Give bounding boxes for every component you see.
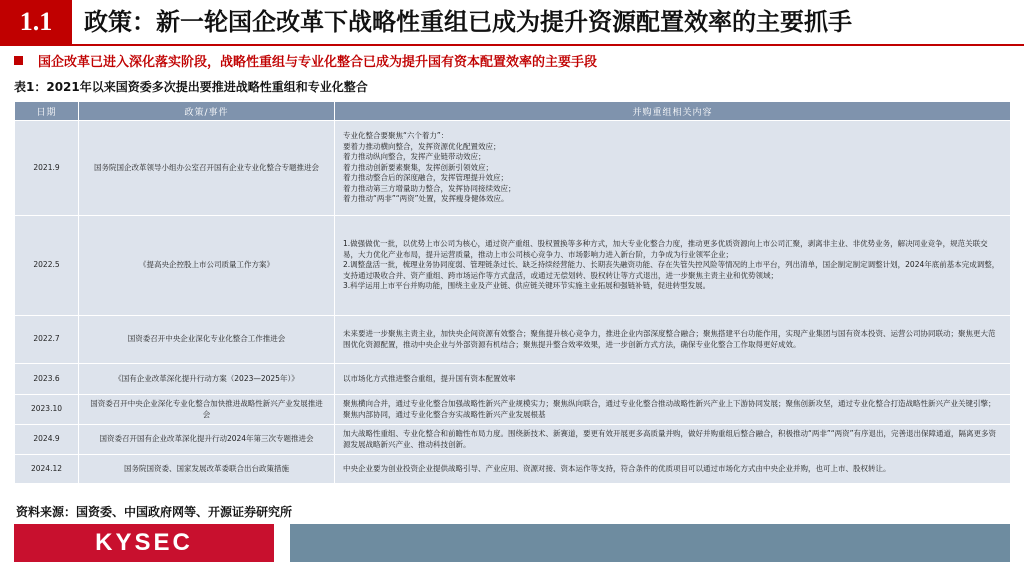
content-line: 专业化整合要聚焦“六个着力”： — [343, 131, 449, 141]
row-content — [335, 395, 1011, 425]
row-event: 《提高央企控股上市公司质量工作方案》 — [79, 216, 335, 316]
content-line: 要着力推动横向整合，发挥资源优化配置效应； — [343, 141, 501, 151]
row-date: 2023.10 — [15, 395, 79, 425]
policy-table — [14, 101, 1011, 484]
row-event: 国务院国资委、国家发展改革委联合出台政策措施 — [79, 455, 335, 484]
source-note: 资料来源：国资委、中国政府网等、开源证券研究所 — [16, 505, 293, 519]
subheading: 国企改革已进入深化落实阶段，战略性重组与专业化整合已成为提升国有资本配置效率的主要手段 — [38, 55, 598, 70]
content-line: 聚焦横向合并，通过专业化整合加强战略性新兴产业规模实力；聚焦纵向联合，通过专业化整合推动战略性新兴产业上下游协同发展；聚焦创新攻坚，通过专业化整合打造战略性新兴产业关键引擎；聚焦内部协同，通过专业化整合夯实战略性新兴产业发展根基 — [343, 399, 996, 419]
content-line: 3.科学运用上市平台并购功能，围绕主业及产业链、供应链关键环节实施主业拓展和强链补链，促进转型发展。 — [343, 281, 711, 291]
content-line: 以市场化方式推进整合重组，提升国有资本配置效率 — [343, 373, 516, 383]
content-line: 着力推动第三方增量助力整合，发挥协同接续效应； — [343, 183, 516, 193]
row-content — [335, 121, 1011, 216]
row-date: 2024.12 — [15, 455, 79, 484]
section-number: 1.1 — [0, 0, 72, 44]
row-date: 2022.7 — [15, 316, 79, 364]
row-event: 国资委召开国有企业改革深化提升行动2024年第三次专题推进会 — [79, 425, 335, 455]
content-line: 中央企业要为创业投资企业提供战略引导、产业应用、资源对接、资本运作等支持，符合条件的优质项目可以通过市场化方式由中央企业并购，也可上市、股权转让。 — [343, 463, 891, 473]
column-header-content: 并购重组相关内容 — [335, 102, 1011, 121]
row-content — [335, 455, 1011, 484]
row-date: 2021.9 — [15, 121, 79, 216]
row-content — [335, 316, 1011, 364]
row-date: 2024.9 — [15, 425, 79, 455]
kysec-logo — [14, 524, 274, 562]
content-line: 1.做强做优一批，以优势上市公司为核心，通过资产重组、股权置换等多种方式，加大专业化整合力度，推动更多优质资源向上市公司汇聚，剥离非主业、非优势业务，解决同业竞争，规范关联交易，大力优化产业布局，提升运营质量，推动上市公司核心竞争力、市场影响力进入新台阶，力争成为行业领军企业； — [343, 239, 988, 259]
row-event: 《国有企业改革深化提升行动方案（2023—2025年）》 — [79, 364, 335, 395]
column-header-event: 政策/事件 — [79, 102, 335, 121]
square-bullet-icon — [14, 56, 23, 65]
table-row — [15, 121, 1011, 216]
footer-bar — [290, 524, 1010, 562]
table-row — [15, 395, 1011, 425]
row-event: 国资委召开中央企业深化专业化整合加快推进战略性新兴产业发展推进会 — [79, 395, 335, 425]
table-row — [15, 364, 1011, 395]
row-event: 国务院国企改革领导小组办公室召开国有企业专业化整合专题推进会 — [79, 121, 335, 216]
content-line: 2.调整盘活一批，梳理业务协同度弱、管理链条过长、缺乏持续经营能力、长期丧失融资功能、存在失管失控风险等情况的上市平台，列出清单，国企制定制定调整计划，2024年底前基本完成调整，支持通过吸收合并、资产重组、跨市场运作等方式盘活，或通过无偿划转、股权转让等方式退出，进一步聚焦主责主业和优势领域； — [343, 260, 1000, 280]
table-row — [15, 316, 1011, 364]
row-event: 国资委召开中央企业深化专业化整合工作推进会 — [79, 316, 335, 364]
content-line: 着力推动创新要素聚集，发挥创新引领效应； — [343, 162, 493, 172]
table-header-row — [15, 102, 1011, 121]
content-line: 未来要进一步聚焦主责主业，加快央企间资源有效整合；聚焦提升核心竞争力，推进企业内部深度整合融合；聚焦搭建平台功能作用，实现产业集团与国有资本投资、运营公司协同联动；聚焦更大范围优化资源配置，推动中央企业与外部资源有机结合；聚焦提升整合效率效果，进一步创新方式方法，确保专业化整合工作取得更好成效。 — [343, 329, 996, 349]
content-line: 着力推动“两非”“两资”处置，发挥瘦身健体效应。 — [343, 194, 509, 204]
page-title: 政策：新一轮国企改革下战略性重组已成为提升资源配置效率的主要抓手 — [84, 8, 852, 36]
row-date: 2022.5 — [15, 216, 79, 316]
table-row — [15, 425, 1011, 455]
row-content — [335, 216, 1011, 316]
table-row — [15, 216, 1011, 316]
row-content — [335, 425, 1011, 455]
table-caption: 表1：2021年以来国资委多次提出要推进战略性重组和专业化整合 — [14, 80, 368, 94]
content-line: 加大战略性重组、专业化整合和前瞻性布局力度。围绕新技术、新赛道，要更有效开展更多高质量并购，做好并购重组后整合融合，积极推动“两非”“两资”有序退出，完善退出保障通道，隔离更多资源发展战略新兴产业、推动科技创新。 — [343, 429, 997, 449]
table-row — [15, 455, 1011, 484]
row-content — [335, 364, 1011, 395]
title-divider — [0, 44, 1024, 46]
row-date: 2023.6 — [15, 364, 79, 395]
content-line: 着力推动整合后的深度融合，发挥管理提升效应； — [343, 173, 508, 183]
column-header-date: 日期 — [15, 102, 79, 121]
logo-text: KYSEC — [95, 529, 193, 556]
content-line: 着力推动纵向整合，发挥产业链带动效应； — [343, 152, 486, 162]
